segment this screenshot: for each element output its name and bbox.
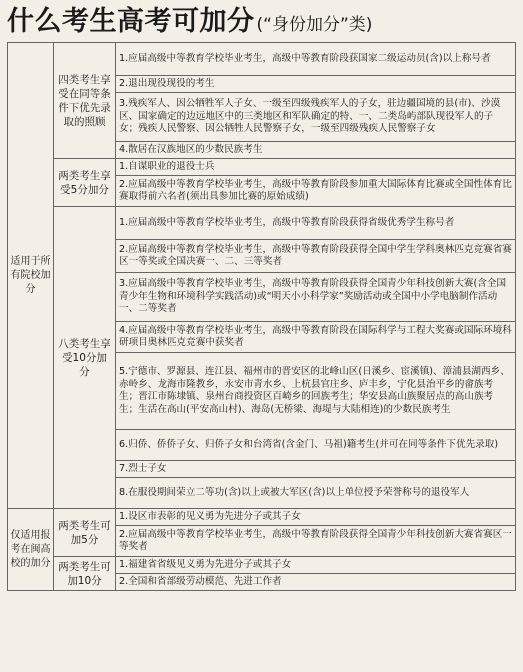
item-text: 1.自谋职业的退役士兵 xyxy=(119,160,215,172)
item-text: 3.应届高级中等教育学校毕业考生，高级中等教育阶段获得全国青少年科技创新大赛(含全国青少年生物和环境科学实践活动)或“明天小小科学家”奖励活动或全国中小学电脑制作活动一、二等奖者 xyxy=(119,278,507,315)
item-cell xyxy=(116,526,516,557)
item-text: 1.应届高级中等教育学校毕业考生，高级中等教育阶段获得省级优秀学生称号者 xyxy=(119,216,455,228)
table-row xyxy=(8,43,516,76)
item-text: 7.烈士子女 xyxy=(119,462,167,474)
group-label-cell: 八类考生享受10分加分 xyxy=(54,207,116,509)
item-cell xyxy=(116,176,516,207)
group-label-cell: 两类考生可加5分 xyxy=(54,509,116,557)
item-cell xyxy=(116,93,516,142)
item-text: 1.福建省省级见义勇为先进分子或其子女 xyxy=(119,558,292,570)
item-text: 2.应届高级中等教育学校毕业考生，高级中等教育阶段参加重大国际体育比赛或全国性体育比赛取得前六名者(须出具参加比赛的原始成绩) xyxy=(119,178,512,202)
table-row xyxy=(8,207,516,240)
item-text: 2.应届高级中等教育学校毕业考生，高级中等教育阶段获得全国青少年科技创新大赛省赛区一等奖者 xyxy=(119,528,512,552)
title-main: 什么考生高考可加分 xyxy=(7,6,255,37)
table-row xyxy=(8,159,516,176)
item-text: 5.宁德市、罗源县、连江县、福州市的晋安区的北峰山区(日溪乡、宦溪镇)、漳浦县湖西乡、赤岭乡、龙海市隆教乡，永安市青水乡、上杭县官庄乡、庐丰乡，宁化县治平乡的畲族考生；晋江市陈埭镇、泉州台商投资区百崎乡的回族考生；华安县高山族聚居点的高山族考生；生活在高山(平安高山村)、海岛(无桥梁、海堤与大陆相连)的少数民族考生 xyxy=(119,366,510,415)
item-cell xyxy=(116,142,516,159)
item-cell xyxy=(116,207,516,240)
item-cell xyxy=(116,557,516,574)
table-row xyxy=(8,557,516,574)
title-subtitle: (“身份加分”类) xyxy=(256,15,373,35)
item-text: 2.全国和省部级劳动模范、先进工作者 xyxy=(119,575,282,587)
item-text: 1.应届高级中等教育学校毕业考生，高级中等教育阶段获国家二级运动员(含)以上称号者 xyxy=(119,52,491,64)
item-cell xyxy=(116,43,516,76)
item-text: 4.应届高级中等教育学校毕业考生，高级中等教育阶段在国际科学与工程大奖赛或国际环境科研项目奥林匹克竞赛中获奖者 xyxy=(119,324,512,348)
item-text: 3.残疾军人、因公牺牲军人子女、一级至四级残疾军人的子女，驻边疆国境的县(市)、沙漠区、国家确定的边远地区中的三类地区和军队确定的特、一、二类岛屿部队现役军人的子女；残疾人民警察、因公牺牲人民警察子女，一级至四级残疾人民警察子女 xyxy=(119,98,501,135)
category-cell: 仅适用报考在闽高校的加分 xyxy=(8,509,54,591)
group-label-cell: 四类考生享受在同等条件下优先录取的照顾 xyxy=(54,43,116,159)
item-text: 1.设区市表彰的见义勇为先进分子或其子女 xyxy=(119,510,301,522)
item-text: 8.在服役期间荣立二等功(含)以上或被大军区(含)以上单位授予荣誉称号的退役军人 xyxy=(119,486,470,498)
item-cell xyxy=(116,461,516,478)
page-title xyxy=(7,2,372,38)
item-cell xyxy=(116,509,516,526)
item-text: 6.归侨、侨侨子女、归侨子女和台湾省(含金门、马祖)籍考生(并可在同等条件下优先录取) xyxy=(119,438,499,450)
item-cell xyxy=(116,478,516,509)
item-text: 2.退出现役现役的考生 xyxy=(119,77,215,89)
item-cell xyxy=(116,322,516,353)
item-cell xyxy=(116,574,516,591)
item-cell xyxy=(116,76,516,93)
category-cell: 适用于所有院校加分 xyxy=(8,43,54,509)
item-cell xyxy=(116,430,516,461)
group-label-cell: 两类考生享受5分加分 xyxy=(54,159,116,207)
item-cell xyxy=(116,159,516,176)
item-cell xyxy=(116,353,516,430)
item-text: 4.散居在汉族地区的少数民族考生 xyxy=(119,143,263,155)
item-text: 2.应届高级中等教育学校毕业考生，高级中等教育阶段获得全国中学生学科奥林匹克竞赛省赛区一等奖或全国决赛一、二、三等奖者 xyxy=(119,243,512,267)
item-cell xyxy=(116,273,516,322)
group-label-cell: 两类考生可加10分 xyxy=(54,557,116,591)
item-cell xyxy=(116,240,516,273)
table-row xyxy=(8,509,516,526)
bonus-points-table xyxy=(7,42,516,591)
